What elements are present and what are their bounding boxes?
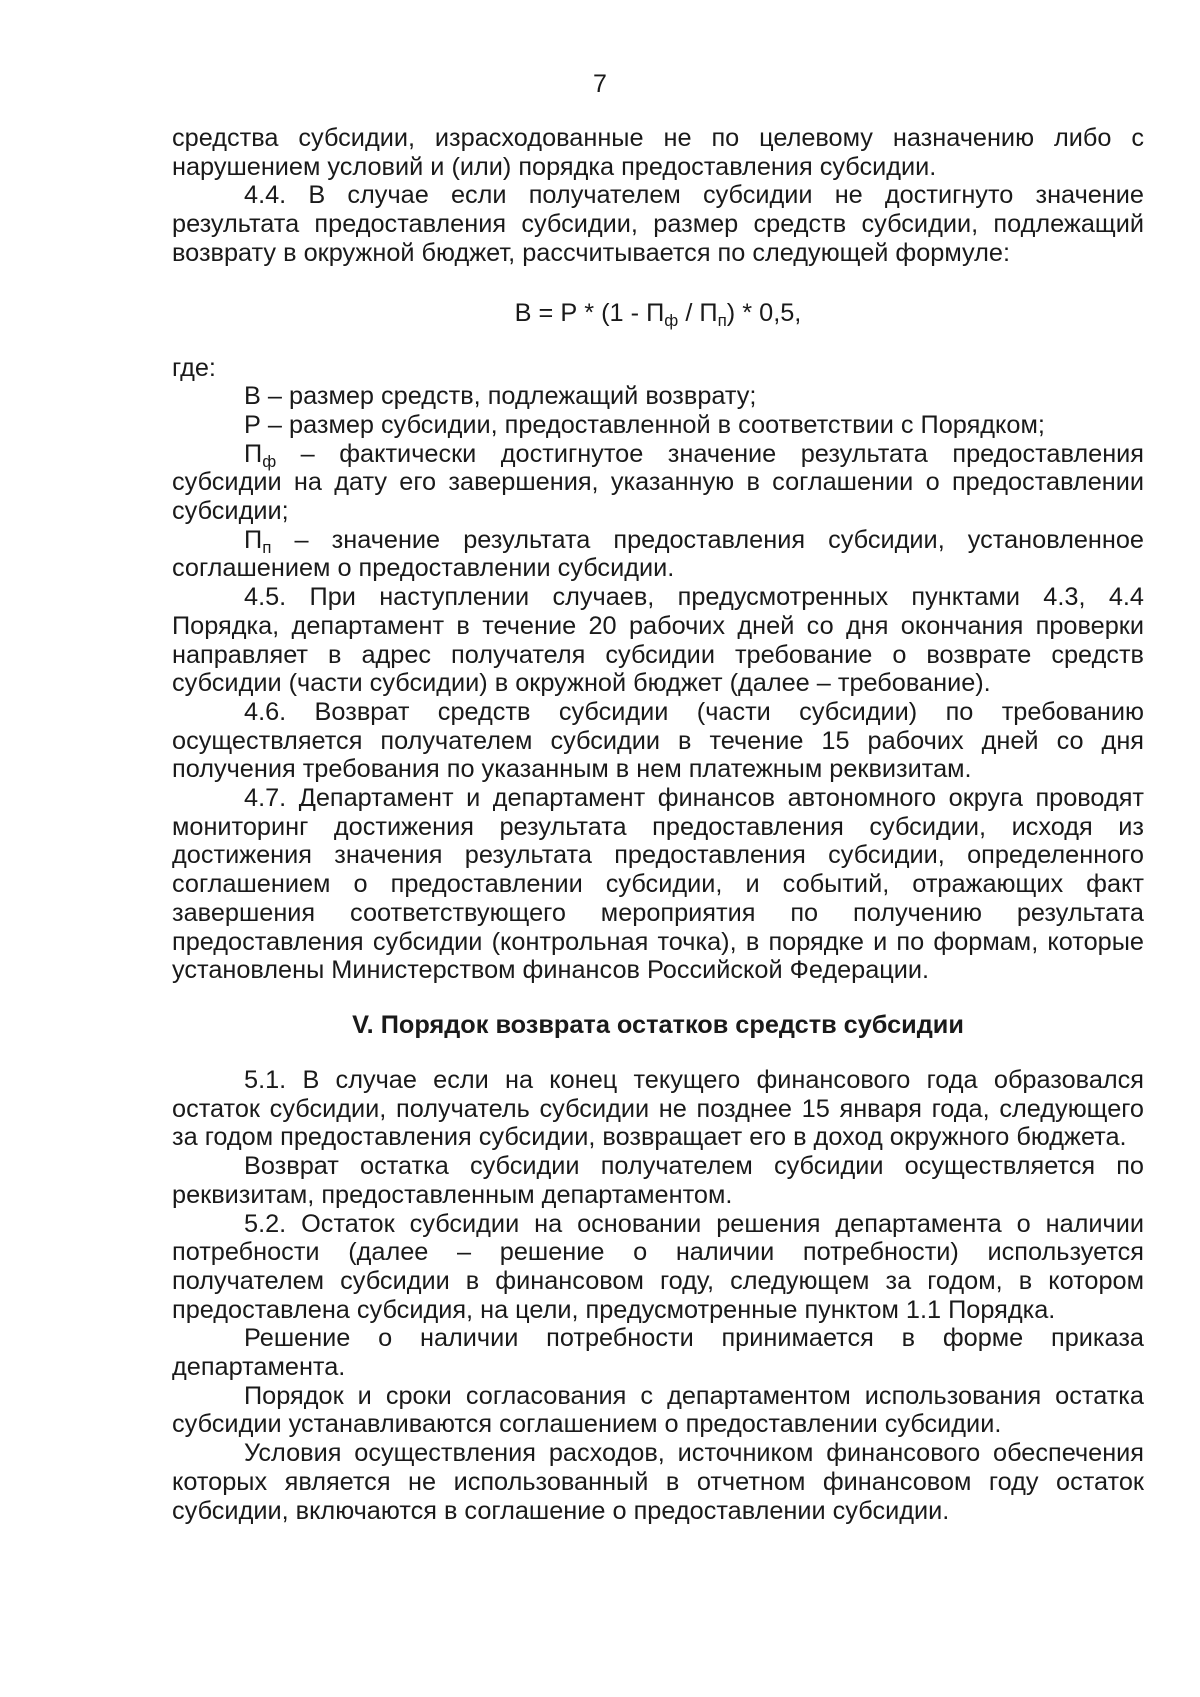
definition-pf-symbol: П [244,439,263,468]
paragraph-4-7: 4.7. Департамент и департамент финансов автономного округа проводят мониторинг достижения результата предоставления субсидии, исходя из достижения значения результата предоставления субсидии, определенного соглашением о предоставлении субсидии, и событий, отражающих факт завершения соответствующего мероприятия по получению результата предоставления субсидии (контрольная точка), в порядке и по формам, которые установлены Министерством финансов Российской Федерации. [172,784,1144,985]
page-number: 7 [593,70,607,98]
definition-pf [172,440,1144,526]
paragraph-5-2-conditions: Условия осуществления расходов, источником финансового обеспечения которых является не использованный в отчетном финансовом году остаток субсидии, включаются в соглашение о предоставлении субсидии. [172,1439,1144,1525]
definition-pf-text: – фактически достигнутое значение результата предоставления субсидии на дату его завершения, указанную в соглашении о предоставлении субсидии; [172,439,1144,526]
where-label: где: [172,353,216,382]
definition-r: Р – размер субсидии, предоставленной в соответствии с Порядком; [244,410,1045,439]
paragraph-4-4: 4.4. В случае если получателем субсидии не достигнуто значение результата предоставления субсидии, размер средств субсидии, подлежащий возврату в окружной бюджет, рассчитывается по следующей формуле: [172,181,1144,267]
definition-v: В – размер средств, подлежащий возврату; [244,382,757,411]
paragraph-4-5: 4.5. При наступлении случаев, предусмотренных пунктами 4.3, 4.4 Порядка, департамент в течение 20 рабочих дней со дня окончания проверки направляет в адрес получателя субсидии требование о возврате средств субсидии (части субсидии) в окружной бюджет (далее – требование). [172,583,1144,698]
formula-mid: / П [678,298,718,327]
paragraph-5-2-procedure: Порядок и сроки согласования с департаментом использования остатка субсидии устанавливаются соглашением о предоставлении субсидии. [172,1381,1144,1439]
formula-sub-p: п [717,310,727,330]
paragraph-5-2-decision: Решение о наличии потребности принимается в форме приказа департамента. [172,1324,1144,1382]
section-title: V. Порядок возврата остатков средств субсидии [352,1010,964,1039]
paragraph-5-2: 5.2. Остаток субсидии на основании решения департамента о наличии потребности (далее – решение о наличии потребности) используется получателем субсидии в финансовом году, следующем за годом, в котором предоставлена субсидия, на цели, предусмотренные пунктом 1.1 Порядка. [172,1209,1144,1324]
paragraph-5-1: 5.1. В случае если на конец текущего финансового года образовался остаток субсидии, получатель субсидии не позднее 15 января года, следующего за годом предоставления субсидии, возвращает его в доход окружного бюджета. [172,1065,1144,1152]
paragraph-4-6: 4.6. Возврат средств субсидии (части субсидии) по требованию осуществляется получателем субсидии в течение 15 рабочих дней со дня получения требования по указанным в нем платежным реквизитам. [172,697,1144,784]
formula-rhs: ) * 0,5, [726,298,802,327]
paragraph-5-1-return: Возврат остатка субсидии получателем субсидии осуществляется по реквизитам, предоставленным департаментом. [172,1152,1144,1209]
return-formula [172,298,1144,328]
page-content [172,124,1144,1525]
definition-pf-sub: ф [262,451,277,471]
formula-sub-f: ф [664,310,679,330]
formula-lhs: В = Р * (1 - П [514,298,665,327]
definition-pp-text: – значение результата предоставления субсидии, установленное соглашением о предоставлении субсидии. [172,525,1144,583]
paragraph-continuation: средства субсидии, израсходованные не по целевому назначению либо с нарушением условий и (или) порядка предоставления субсидии. [172,124,1144,181]
definition-pp-symbol: П [244,525,263,554]
definition-pp [172,526,1144,583]
definition-pp-sub: п [262,537,272,557]
